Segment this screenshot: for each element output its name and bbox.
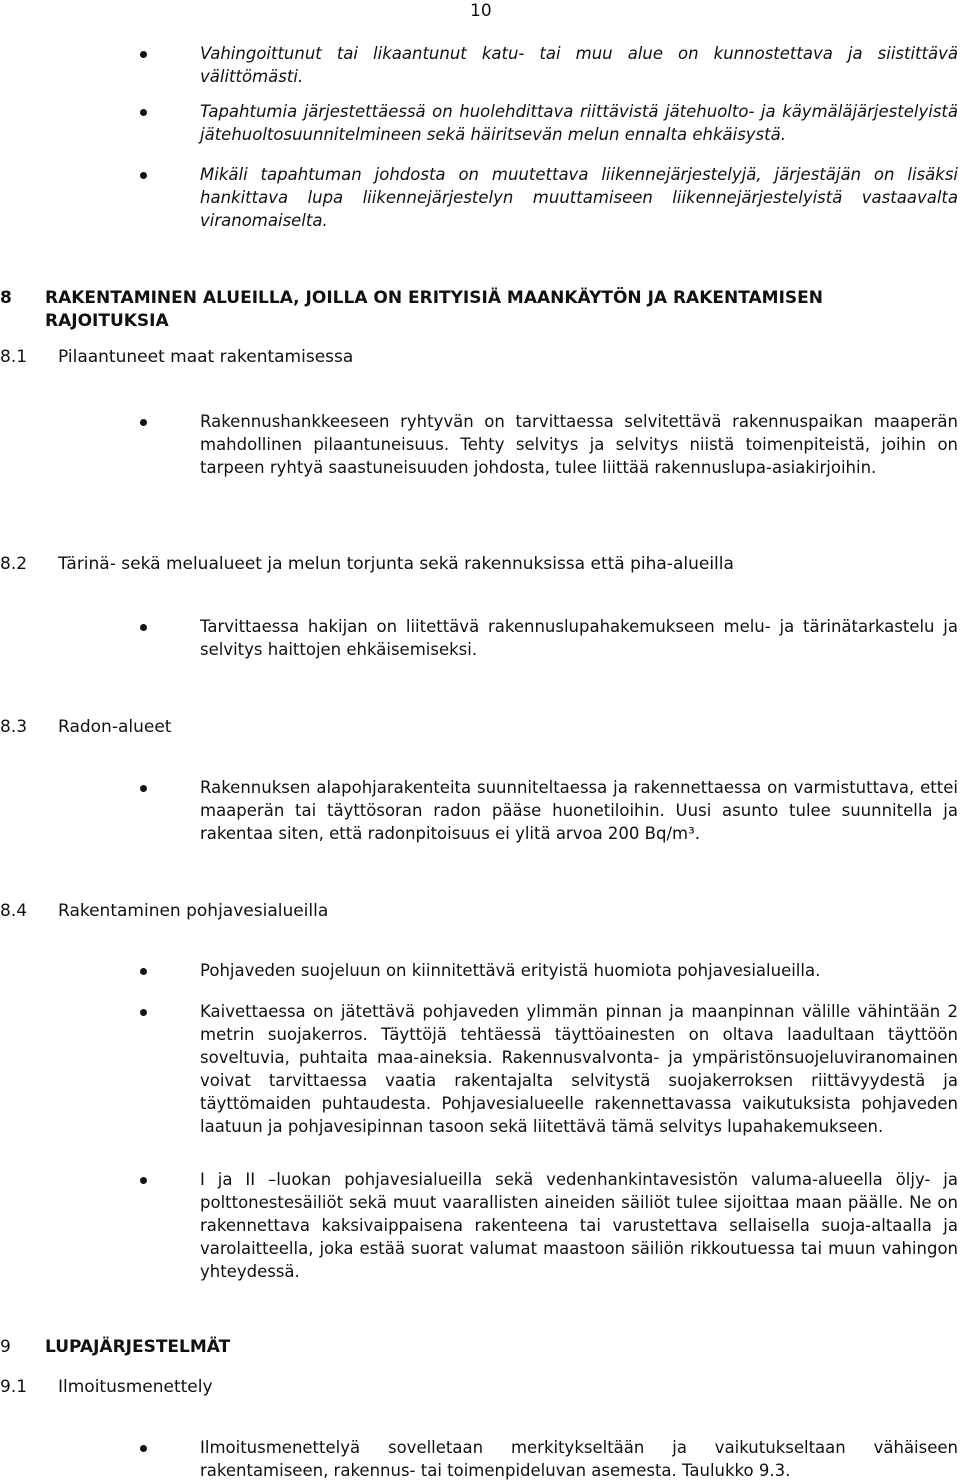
- subsection-title: Rakentaminen pohjavesialueilla: [58, 901, 329, 921]
- bullet-list-8-4: [0, 959, 960, 982]
- list-item: [0, 1168, 958, 1283]
- list-item-text: Pohjaveden suojeluun on kiinnitettävä erityistä huomiota pohjavesialueilla.: [200, 961, 821, 980]
- list-item-text: Vahingoittunut tai likaantunut katu- tai muu alue on kunnostettava ja siistittävä välittömästi.: [200, 44, 958, 86]
- subsection-title: Ilmoitusmenettely: [58, 1377, 213, 1397]
- page-number: 10: [470, 1, 492, 21]
- list-item: [0, 959, 958, 982]
- section-title: RAKENTAMINEN ALUEILLA, JOILLA ON ERITYISIÄ MAANKÄYTÖN JA RAKENTAMISEN RAJOITUKSIA: [45, 288, 823, 331]
- bullet-list-8-4: [0, 1168, 960, 1283]
- list-item: [0, 1000, 958, 1138]
- list-item: [0, 1436, 958, 1482]
- bullet-icon: [140, 51, 147, 58]
- bullet-list-9-1: [0, 1436, 960, 1482]
- intro-bullet-list: [0, 163, 960, 232]
- bullet-icon: [140, 968, 147, 975]
- section-title: LUPAJÄRJESTELMÄT: [45, 1337, 231, 1357]
- section-number: 9: [0, 1337, 11, 1357]
- bullet-icon: [140, 1445, 147, 1452]
- list-item-text: Tarvittaessa hakijan on liitettävä rakennuslupahakemukseen melu- ja tärinätarkastelu ja selvitys haittojen ehkäisemiseksi.: [200, 617, 958, 659]
- subsection-number: 8.2: [0, 554, 28, 574]
- intro-bullet-list: [0, 42, 960, 88]
- subsection-number: 8.4: [0, 901, 28, 921]
- list-item-text: Mikäli tapahtuman johdosta on muutettava liikennejärjestelyjä, järjestäjän on lisäksi hankittava lupa liikennejärjestelyn muuttamiseen liikennejärjestelyistä vastaavalta viranomaiselta.: [200, 165, 958, 230]
- list-item-text: Ilmoitusmenettelyä sovelletaan merkitykseltään ja vaikutukseltaan vähäiseen rakentamiseen, rakennus- tai toimenpideluvan asemesta. Taulukko 9.3.: [200, 1438, 958, 1480]
- subsection-number: 8.3: [0, 717, 28, 737]
- bullet-list-8-3: [0, 776, 960, 845]
- bullet-icon: [140, 419, 147, 426]
- list-item-text: Rakennuksen alapohjarakenteita suunniteltaessa ja rakennettaessa on varmistuttava, ettei maaperän tai täyttösoran radon pääse huonetiloihin. Uusi asunto tulee suunnitella ja rakentaa siten, että radonpitoisuus ei ylitä arvoa 200 Bq/m³.: [200, 778, 958, 843]
- bullet-icon: [140, 172, 147, 179]
- section-heading-8: [0, 287, 930, 333]
- intro-bullet-list: [0, 100, 960, 146]
- bullet-icon: [140, 109, 147, 116]
- list-item: [0, 776, 958, 845]
- list-item-text: I ja II –luokan pohjavesialueilla sekä vedenhankintavesistön valuma-alueella öljy- ja polttonestesäiliöt sekä muut vaarallisten aineiden säiliöt tulee sijoittaa maan päälle. Ne on rakennettava kaksivaippaisena rakenteena tai varustettava sellaisella suoja-altaalla ja varolaitteella, joka estää suorat valumat maastoon säiliön rikkoutuessa tai muun vahingon yhteydessä.: [200, 1170, 958, 1281]
- bullet-icon: [140, 624, 147, 631]
- subsection-title: Tärinä- sekä melualueet ja melun torjunta sekä rakennuksissa että piha-alueilla: [58, 554, 734, 574]
- list-item-text: Kaivettaessa on jätettävä pohjaveden ylimmän pinnan ja maanpinnan välille vähintään 2 metrin suojakerros. Täyttöjä tehtäessä täyttöainesten on oltava laadultaan täyttöön soveltuvia, puhtaita maa-aineksia. Rakennusvalvonta- ja ympäristönsuojeluviranomainen voivat tarvittaessa vaatia rakentajalta selvitystä suojakerroksen riittävyydestä ja täyttömaiden puhtaudesta. Pohjavesialueelle rakennettavassa vaikutuksista pohjaveden laatuun ja pohjavesipinnan tasoon sekä liitettävä tämä selvitys lupahakemukseen.: [200, 1002, 958, 1136]
- list-item: [0, 163, 958, 232]
- subsection-title: Pilaantuneet maat rakentamisessa: [58, 347, 354, 367]
- list-item-text: Tapahtumia järjestettäessä on huolehdittava riittävistä jätehuolto- ja käymäläjärjestelyistä jätehuoltosuunnitelmineen sekä häiritsevän melun ennalta ehkäisystä.: [200, 102, 958, 144]
- bullet-icon: [140, 1177, 147, 1184]
- list-item: [0, 615, 958, 661]
- list-item-text: Rakennushankkeeseen ryhtyvän on tarvittaessa selvitettävä rakennuspaikan maaperän mahdollinen pilaantuneisuus. Tehty selvitys ja selvitys niistä toimenpiteistä, joihin on tarpeen ryhtyä saastuneisuuden johdosta, tulee liittää rakennuslupa-asiakirjoihin.: [200, 412, 958, 477]
- subsection-number: 9.1: [0, 1377, 28, 1397]
- subsection-title: Radon-alueet: [58, 717, 172, 737]
- list-item: [0, 410, 958, 479]
- bullet-list-8-4: [0, 1000, 960, 1138]
- subsection-number: 8.1: [0, 347, 28, 367]
- bullet-list-8-2: [0, 615, 960, 661]
- list-item: [0, 42, 958, 88]
- bullet-icon: [140, 1009, 147, 1016]
- list-item: [0, 100, 958, 146]
- bullet-icon: [140, 785, 147, 792]
- bullet-list-8-1: [0, 410, 960, 479]
- section-number: 8: [0, 288, 12, 308]
